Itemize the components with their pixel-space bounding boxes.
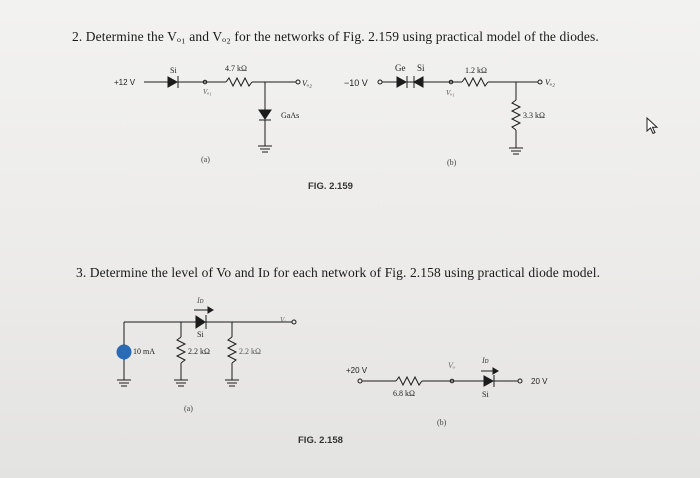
label-ge: Ge bbox=[395, 63, 406, 73]
label-id-a: Iᴅ bbox=[197, 296, 204, 305]
label-id-b: Iᴅ bbox=[482, 356, 489, 365]
label-si-a: Si bbox=[170, 66, 177, 75]
label-resistor-1-2k: 1.2 kΩ bbox=[465, 66, 487, 75]
fig-2-159a-schematic bbox=[144, 76, 300, 152]
label-resistor-2-2k-b: 2.2 kΩ bbox=[239, 347, 261, 356]
subfigure-label-2-159a: (a) bbox=[201, 155, 210, 164]
resistor-2-2k-a-symbol bbox=[177, 337, 185, 363]
label-resistor-2-2k-a: 2.2 kΩ bbox=[188, 347, 210, 356]
mouse-cursor-icon bbox=[646, 117, 660, 135]
figure-caption-2-159: FIG. 2.159 bbox=[308, 181, 353, 192]
label-resistor-6-8k: 6.8 kΩ bbox=[393, 389, 415, 398]
resistor-2-2k-b-symbol bbox=[228, 337, 236, 363]
label-gaas: GaAs bbox=[281, 111, 300, 120]
label-vo-b: Vₒ bbox=[448, 361, 456, 370]
label-vo-a: Vₒ bbox=[280, 316, 287, 324]
label-vo2-b: Vₒ₂ bbox=[545, 78, 555, 87]
label-si-b: Si bbox=[417, 63, 425, 73]
question-3-text: 3. Determine the level of Vo and Iᴅ for each network of Fig. 2.158 using practical diode model. bbox=[76, 265, 601, 280]
label-resistor-3-3k: 3.3 kΩ bbox=[523, 111, 545, 120]
label-minus-10v: −10 V bbox=[344, 78, 368, 88]
label-vo1-b: Vₒ₁ bbox=[446, 89, 455, 97]
resistor-4-7k-symbol bbox=[226, 78, 252, 86]
label-10ma: 10 mA bbox=[133, 347, 155, 356]
subfigure-label-2-159b: (b) bbox=[447, 158, 457, 167]
label-si-c: Si bbox=[197, 330, 204, 339]
question-2-text: 2. Determine the Vₒ₁ and Vₒ₂ for the networks of Fig. 2.159 using practical model of the diodes. bbox=[72, 29, 599, 44]
label-resistor-4-7k: 4.7 kΩ bbox=[225, 64, 247, 73]
si-diode-symbol-d bbox=[484, 376, 493, 386]
label-20v: 20 V bbox=[531, 377, 548, 386]
resistor-3-3k-symbol bbox=[512, 100, 520, 130]
si-diode-symbol-c bbox=[196, 316, 205, 328]
fig-2-159b-schematic bbox=[378, 76, 542, 154]
label-vo2-a: Vₒ₂ bbox=[302, 79, 312, 88]
resistor-6-8k-symbol bbox=[396, 377, 422, 385]
label-plus-20v: +20 V bbox=[346, 366, 368, 375]
si-diode-symbol bbox=[168, 77, 177, 87]
resistor-1-2k-symbol bbox=[462, 78, 488, 86]
current-source-symbol bbox=[117, 345, 131, 359]
label-plus-12v: +12 V bbox=[114, 78, 136, 87]
label-vo1-a: Vₒ₁ bbox=[203, 88, 212, 96]
figure-caption-2-158: FIG. 2.158 bbox=[298, 435, 343, 446]
ge-diode-symbol bbox=[397, 77, 406, 87]
label-si-d: Si bbox=[482, 390, 489, 399]
si-diode-symbol-b bbox=[414, 77, 423, 87]
fig-2-158b-schematic bbox=[358, 368, 522, 387]
subfigure-label-2-158a: (a) bbox=[184, 404, 193, 413]
gaas-diode-symbol bbox=[259, 110, 271, 119]
subfigure-label-2-158b: (b) bbox=[437, 418, 447, 427]
